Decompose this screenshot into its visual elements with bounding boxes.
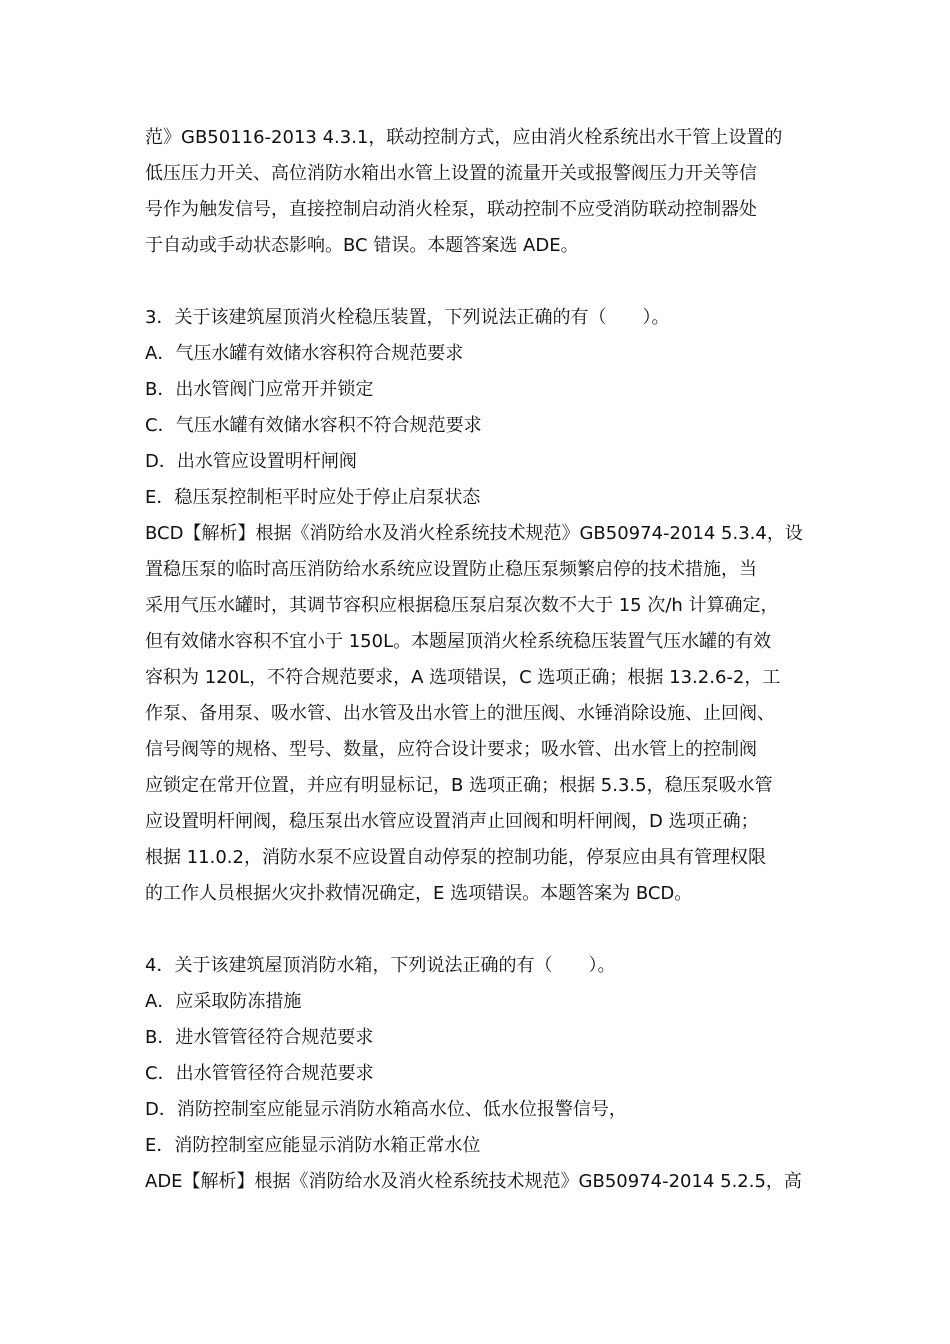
paragraph-gap [145, 912, 810, 948]
analysis-line: 应锁定在常开位置，并应有明显标记，B 选项正确；根据 5.3.5，稳压泵吸水管 [145, 775, 773, 796]
analysis-line: 根据 11.0.2，消防水泵不应设置自动停泵的控制功能，停泵应由具有管理权限 [145, 847, 766, 868]
analysis-line: 信号阀等的规格、型号、数量，应符合设计要求；吸水管、出水管上的控制阀 [145, 739, 757, 760]
text-line: 于自动或手动状态影响。BC 错误。本题答案选 ADE。 [145, 235, 579, 256]
paragraph-gap [145, 264, 810, 300]
question-4-option-c: C．出水管管径符合规范要求 [145, 1063, 374, 1084]
text-line: 范》GB50116-2013 4.3.1，联动控制方式，应由消火栓系统出水干管上设置的 [145, 127, 783, 148]
question-4-analysis [145, 1164, 810, 1200]
analysis-line: 但有效储水容积不宜小于 150L。本题屋顶消火栓系统稳压装置气压水罐的有效 [145, 631, 772, 652]
question-4-option-b: B．进水管管径符合规范要求 [145, 1027, 374, 1048]
previous-analysis-continuation [145, 120, 810, 264]
question-4 [145, 948, 810, 1200]
analysis-line: 的工作人员根据火灾扑救情况确定，E 选项错误。本题答案为 BCD。 [145, 883, 693, 904]
text-line: 低压压力开关、高位消防水箱出水管上设置的流量开关或报警阀压力开关等信 [145, 163, 757, 184]
question-3-option-e: E．稳压泵控制柜平时应处于停止启泵状态 [145, 487, 481, 508]
question-3-option-b: B．出水管阀门应常开并锁定 [145, 379, 374, 400]
question-4-option-a: A．应采取防冻措施 [145, 991, 302, 1012]
question-3-option-a: A．气压水罐有效储水容积符合规范要求 [145, 343, 464, 364]
analysis-line: BCD【解析】根据《消防给水及消火栓系统技术规范》GB50974-2014 5.3.4，设 [145, 523, 803, 544]
question-3-option-c: C．气压水罐有效储水容积不符合规范要求 [145, 415, 482, 436]
question-3-stem: 3．关于该建筑屋顶消火栓稳压装置，下列说法正确的有（ ）。 [145, 307, 670, 328]
question-4-option-e: E．消防控制室应能显示消防水箱正常水位 [145, 1135, 481, 1156]
analysis-line: 容积为 120L，不符合规范要求，A 选项错误，C 选项正确；根据 13.2.6-2，工 [145, 667, 781, 688]
question-4-stem: 4．关于该建筑屋顶消防水箱，下列说法正确的有（ ）。 [145, 955, 616, 976]
document-page [145, 120, 810, 1200]
text-line: 号作为触发信号，直接控制启动消火栓泵，联动控制不应受消防联动控制器处 [145, 199, 757, 220]
analysis-line: 作泵、备用泵、吸水管、出水管及出水管上的泄压阀、水锤消除设施、止回阀、 [145, 703, 775, 724]
analysis-line: 置稳压泵的临时高压消防给水系统应设置防止稳压泵频繁启停的技术措施，当 [145, 559, 757, 580]
question-3-analysis [145, 516, 810, 912]
question-4-option-d: D．消防控制室应能显示消防水箱高水位、低水位报警信号， [145, 1099, 627, 1120]
question-3-option-d: D．出水管应设置明杆闸阀 [145, 451, 357, 472]
analysis-line: 应设置明杆闸阀，稳压泵出水管应设置消声止回阀和明杆闸阀，D 选项正确； [145, 811, 759, 832]
analysis-line: 采用气压水罐时，其调节容积应根据稳压泵启泵次数不大于 15 次/h 计算确定， [145, 595, 779, 616]
analysis-line: ADE【解析】根据《消防给水及消火栓系统技术规范》GB50974-2014 5.2.5，高 [145, 1171, 802, 1192]
question-3 [145, 300, 810, 912]
